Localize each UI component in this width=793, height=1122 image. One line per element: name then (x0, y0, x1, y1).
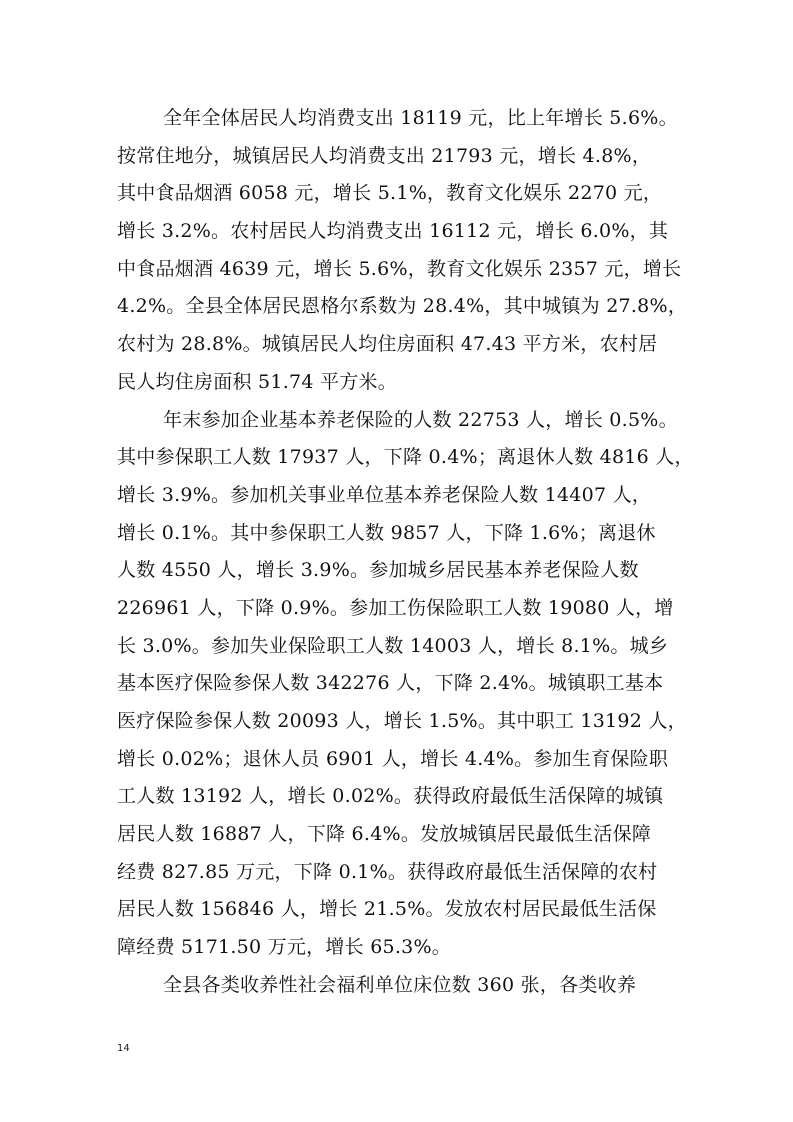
text-line: 人数 4550 人，增长 3.9%。参加城乡居民基本养老保险人数 (117, 559, 639, 582)
text-line: 增长 0.02%；退休人员 6901 人，增长 4.4%。参加生育保险职 (117, 747, 669, 770)
paragraph-social-insurance (117, 402, 694, 967)
text-line: 按常住地分，城镇居民人均消费支出 21793 元，增长 4.8%， (117, 144, 652, 167)
paragraph-welfare (117, 967, 683, 1005)
text-line: 居民人数 16887 人，下降 6.4%。发放城镇居民最低生活保障 (117, 823, 652, 846)
text-line: 年末参加企业基本养老保险的人数 22753 人，增长 0.5%。 (163, 408, 678, 431)
text-line: 经费 827.85 万元，下降 0.1%。获得政府最低生活保障的农村 (117, 860, 658, 883)
text-line: 其中食品烟酒 6058 元，增长 5.1%，教育文化娱乐 2270 元， (117, 182, 663, 205)
text-line: 居民人数 156846 人，增长 21.5%。发放农村居民最低生活保 (117, 898, 657, 921)
text-line: 4.2%。全县全体居民恩格尔系数为 28.4%，其中城镇为 27.8%， (117, 295, 688, 318)
text-line: 民人均住房面积 51.74 平方米。 (117, 370, 397, 393)
text-line: 增长 3.2%。农村居民人均消费支出 16112 元，增长 6.0%，其 (117, 220, 669, 243)
text-line: 全年全体居民人均消费支出 18119 元，比上年增长 5.6%。 (163, 107, 678, 129)
body-text (117, 100, 694, 1005)
text-line: 增长 0.1%。其中参保职工人数 9857 人，下降 1.6%；离退休 (117, 521, 656, 544)
text-line: 医疗保险参保人数 20093 人，增长 1.5%。其中职工 13192 人， (117, 710, 687, 732)
page-number: 14 (117, 1043, 130, 1054)
text-line: 工人数 13192 人，增长 0.02%。获得政府最低生活保障的城镇 (117, 785, 664, 808)
text-line: 全县各类收养性社会福利单位床位数 360 张，各类收养 (163, 973, 637, 996)
text-line: 农村为 28.8%。城镇居民人均住房面积 47.43 平方米，农村居 (117, 333, 658, 356)
text-line: 中食品烟酒 4639 元，增长 5.6%，教育文化娱乐 2357 元，增长 (117, 257, 682, 280)
text-line: 长 3.0%。参加失业保险职工人数 14003 人，增长 8.1%。城乡 (117, 634, 669, 657)
text-line: 基本医疗保险参保人数 342276 人，下降 2.4%。城镇职工基本 (117, 672, 664, 695)
paragraph-consumption (117, 100, 688, 402)
text-line: 226961 人，下降 0.9%。参加工伤保险职工人数 19080 人，增 (117, 596, 674, 619)
text-line: 障经费 5171.50 万元，增长 65.3%。 (117, 936, 452, 959)
text-line: 增长 3.9%。参加机关事业单位基本养老保险人数 14407 人， (117, 483, 652, 506)
text-line: 其中参保职工人数 17937 人，下降 0.4%；离退休人数 4816 人， (117, 446, 694, 469)
